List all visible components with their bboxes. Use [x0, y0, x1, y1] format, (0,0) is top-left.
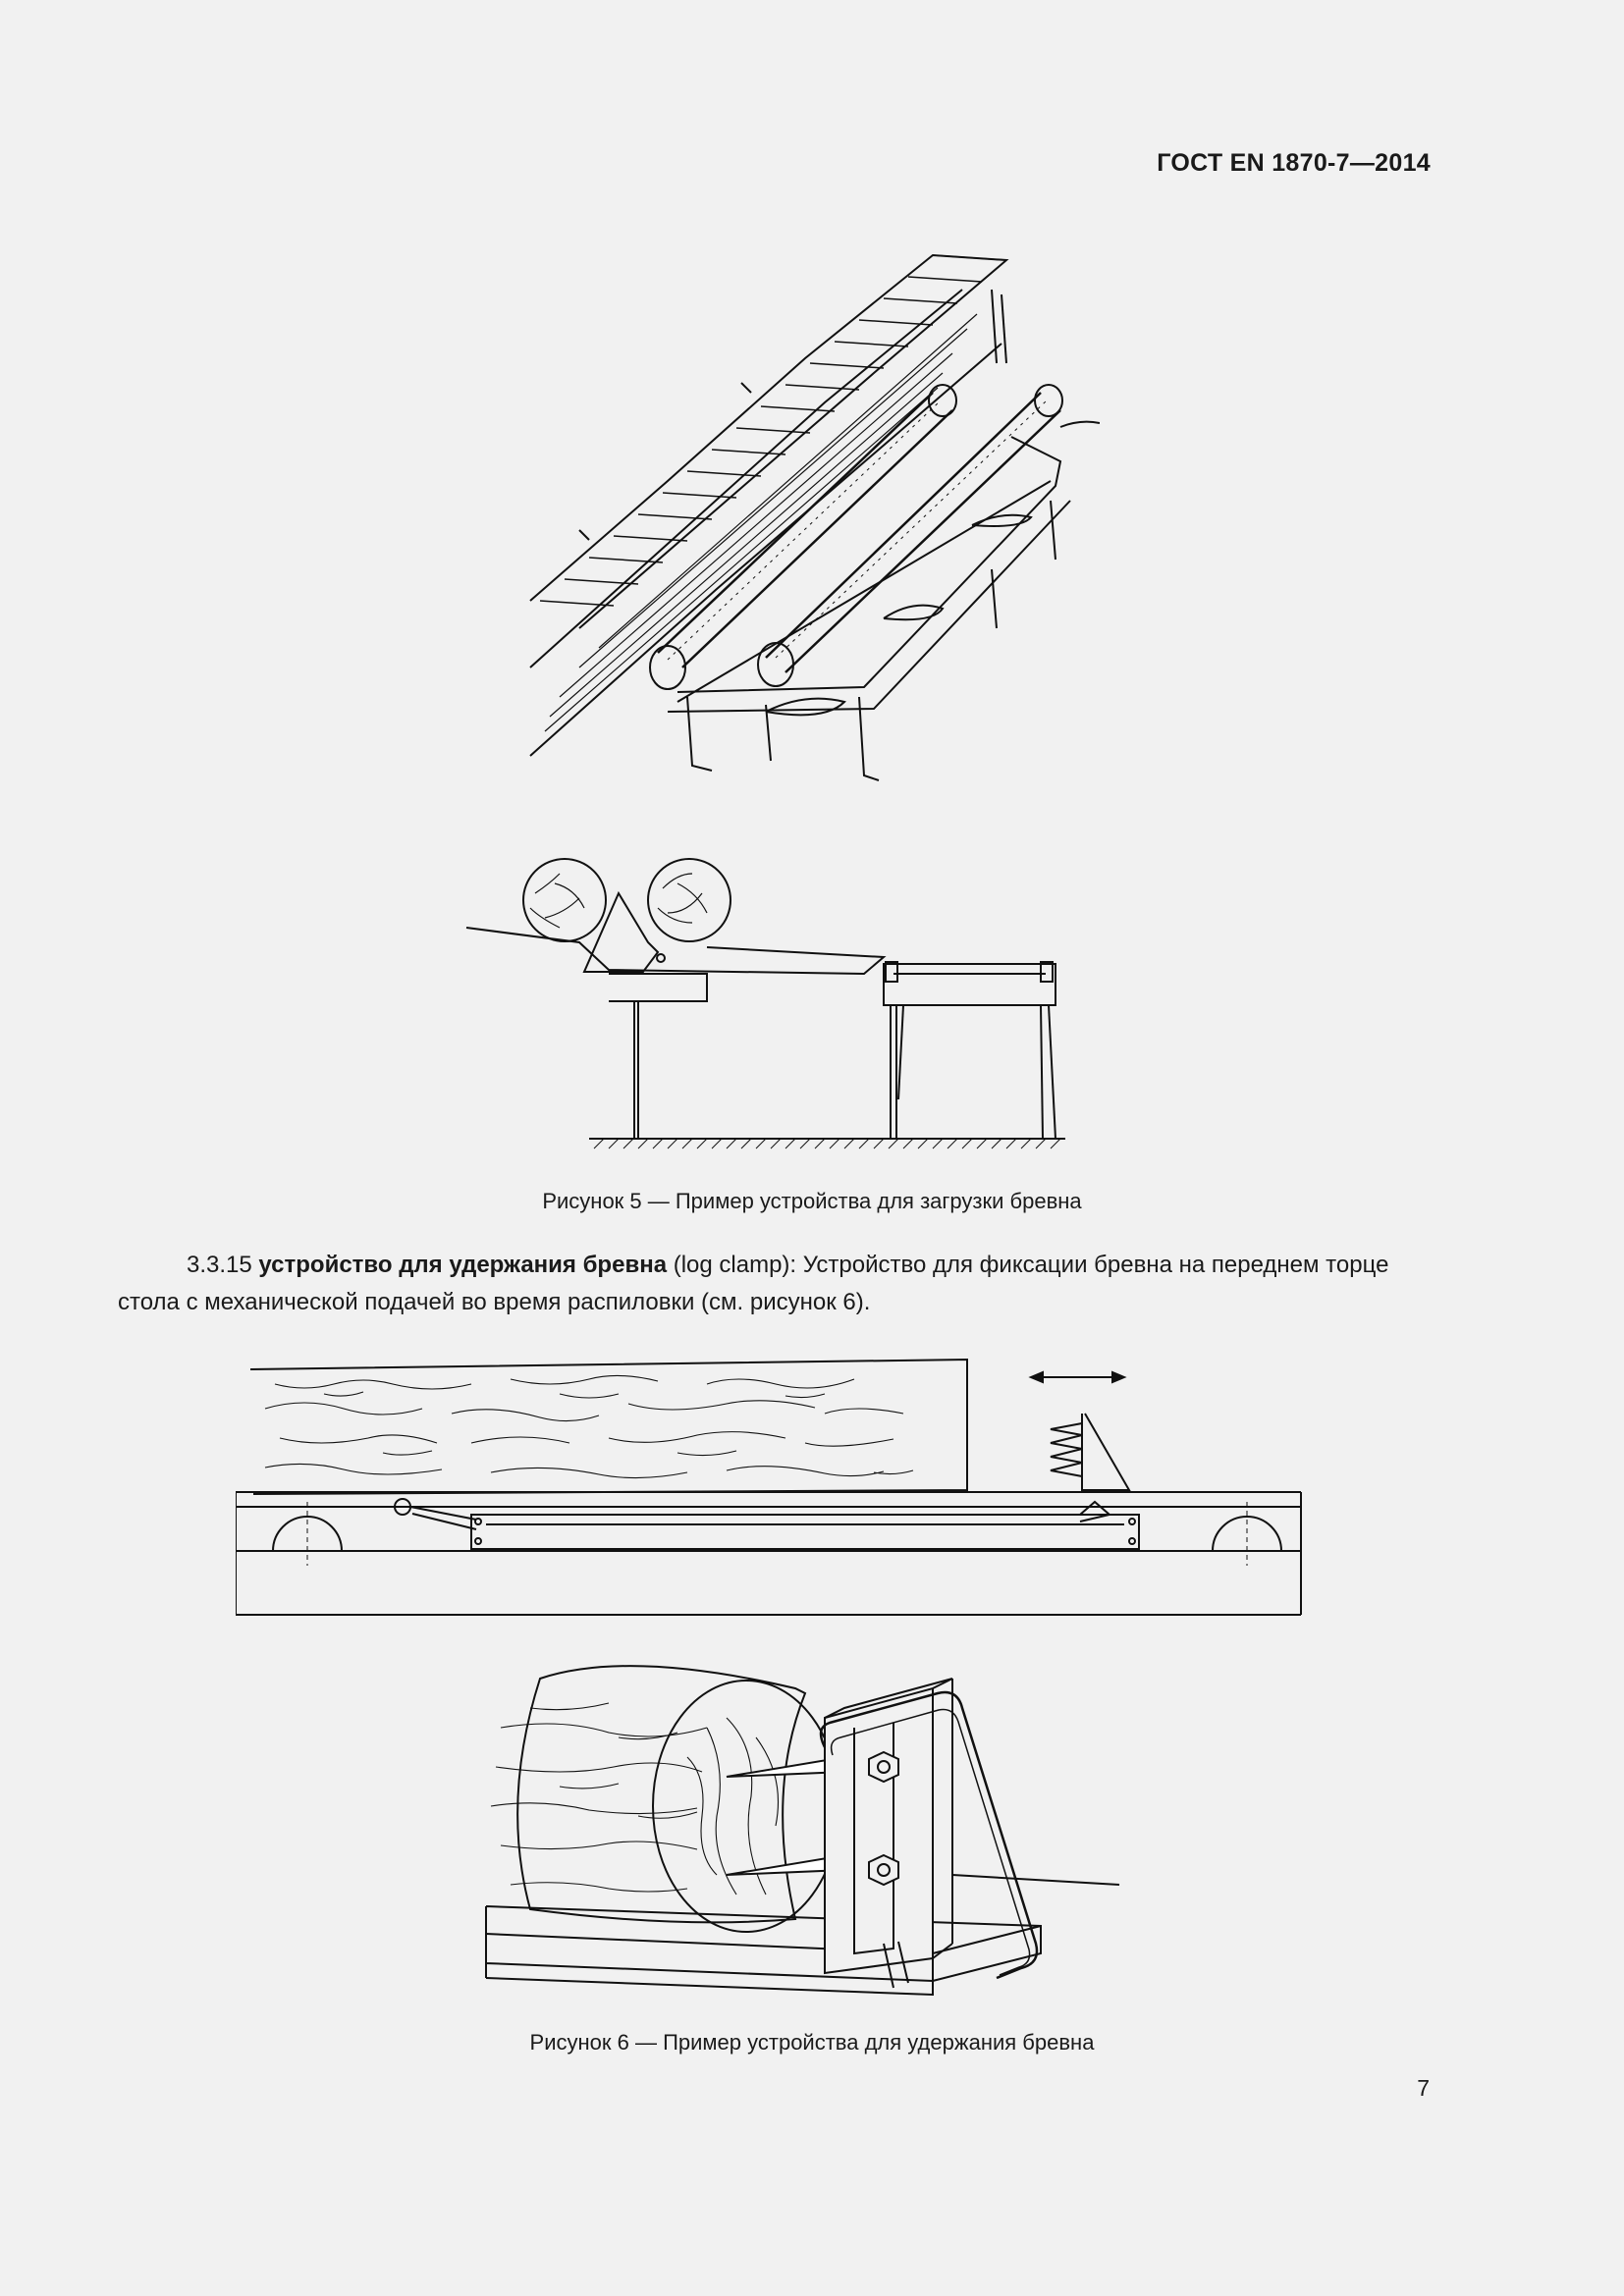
- clause-number: 3.3.15: [187, 1252, 252, 1278]
- figure-5-isometric-drawing: [520, 236, 1100, 825]
- document-header: ГОСТ EN 1870-7—2014: [1157, 149, 1431, 177]
- figure-5-side-view: [461, 854, 1100, 1158]
- figure-6-side-view: [236, 1355, 1316, 1620]
- clause-3-3-15: [118, 1247, 1434, 1321]
- figure-6-caption: Рисунок 6 — Пример устройства для удержания бревна: [529, 2030, 1095, 2055]
- clause-term: устройство для удержания бревна: [258, 1252, 668, 1278]
- clause-definition: Устройство для фиксации бревна на переднем торце стола с механической подачей во время распиловки (см. рисунок 6).: [118, 1252, 1389, 1315]
- page-number: 7: [1417, 2075, 1430, 2101]
- figure-5-caption: Рисунок 5 — Пример устройства для загрузки бревна: [542, 1189, 1082, 1213]
- figure-6-isometric-drawing: [461, 1649, 1149, 2012]
- clause-term-en: (log clamp):: [673, 1252, 797, 1278]
